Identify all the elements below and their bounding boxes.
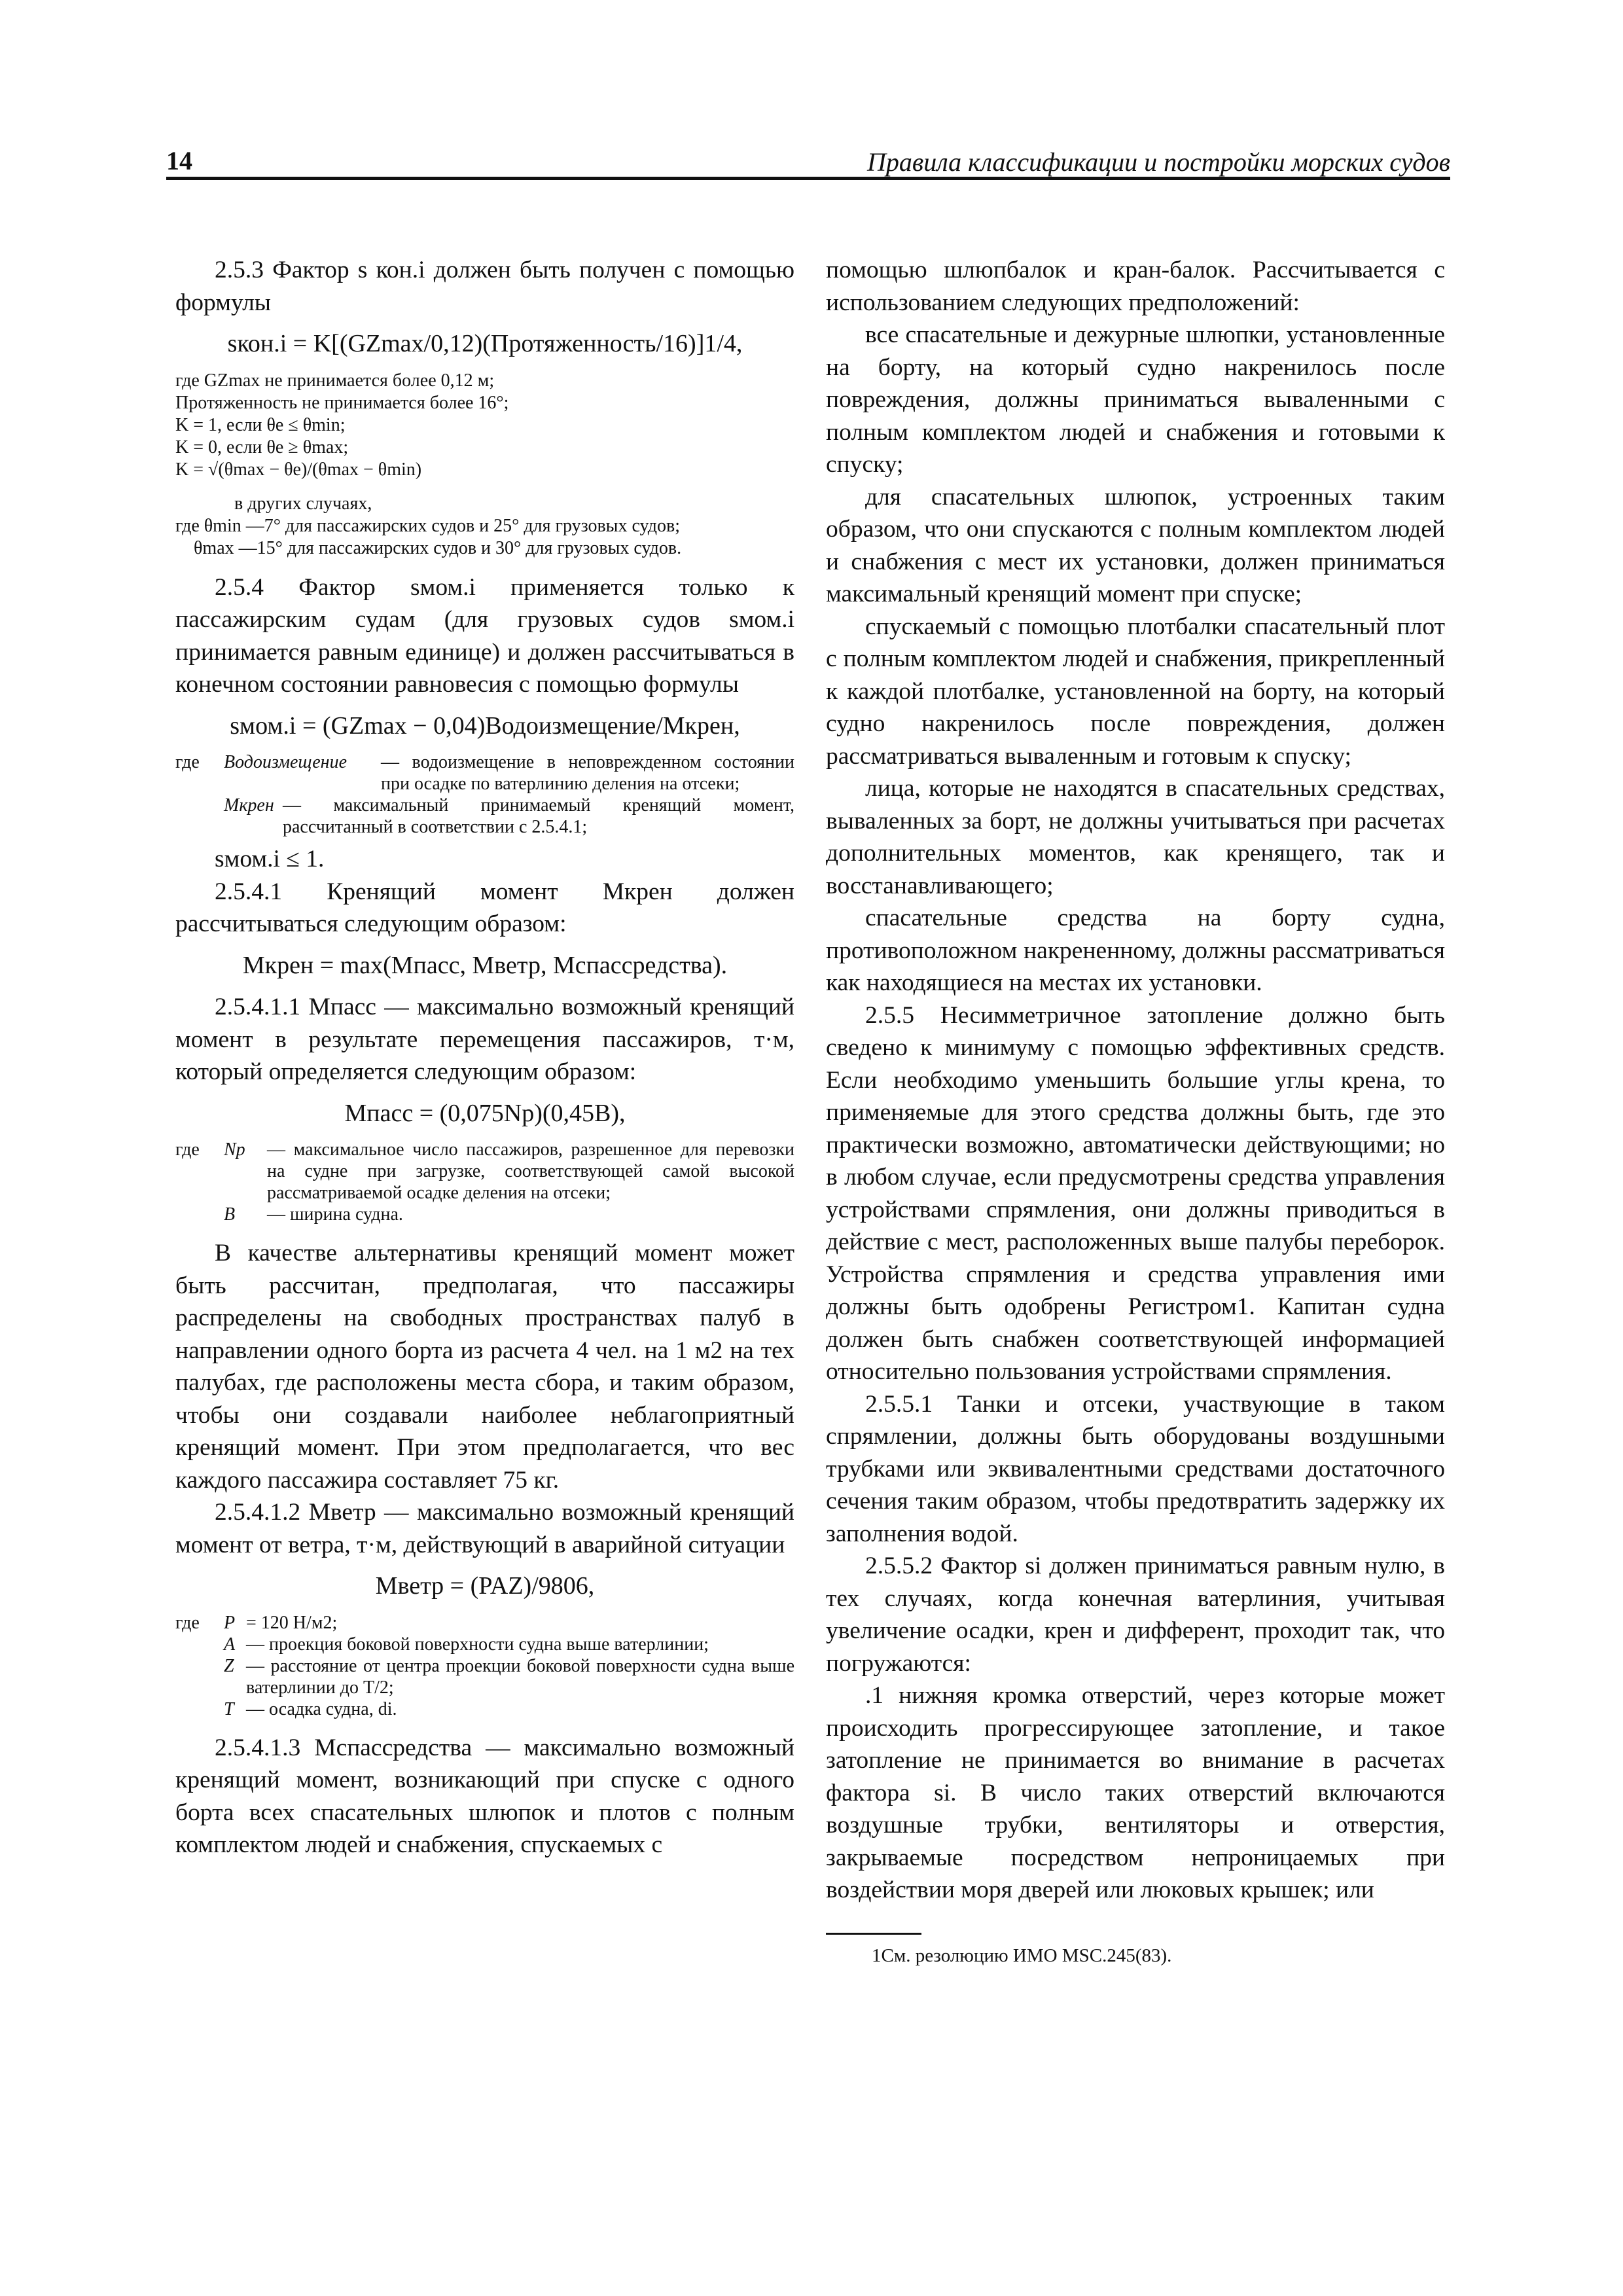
paragraph-2-5-4-1: 2.5.4.1 Кренящий момент Mкрен должен рассчитываться следующим образом: bbox=[175, 878, 794, 937]
definition-row: где Водоизмещение — водоизмещение в неповрежденном состоянии при осадке по ватерлинию деления на отсеки; bbox=[175, 752, 794, 794]
definition-row: A — проекция боковой поверхности судна выше ватерлинии; bbox=[224, 1634, 709, 1655]
paragraph-2-5-4-1-1: 2.5.4.1.1 Mпасс — максимально возможный кренящий момент в результате перемещения пассажиров, т·м, который определяется следующим образом: bbox=[175, 994, 794, 1085]
definition-list bbox=[175, 1139, 794, 1225]
assumption-item: для спасательных шлюпок, устроенных таким образом, что они спускаются с полным комплектом людей и снабжения с мест их установки, должен приниматься максимальный кренящий момент при спуске; bbox=[826, 483, 1445, 607]
definition-row: где P = 120 Н/м2; bbox=[175, 1612, 338, 1633]
right-column bbox=[826, 254, 1445, 1967]
formula-m-wind: Mветр = (PAZ)/9806, bbox=[375, 1572, 595, 1600]
assumption-item: спускаемый с помощью плотбалки спасательный плот с полным комплектом людей и снабжения, прикрепленный к каждой плотбалке, установленной на борту, на который судно накренилось после повреждения, должен рассматриваться вываленным и готовым к спуску; bbox=[826, 613, 1445, 770]
paragraph-2-5-4: 2.5.4 Фактор sмом.i применяется только к пассажирским судам (для грузовых судов sмом.i принимается равным единице) и должен рассчитываться в конечном состоянии равновесия с помощью формулы bbox=[175, 573, 794, 698]
paragraph-2-5-4-1-3: 2.5.4.1.3 Mспассредства — максимально возможный кренящий момент, возникающий при спуске с одного борта всех спасательных шлюпок и плотов с полным комплектом людей и снабжения, спускаемых с bbox=[175, 1734, 794, 1858]
paragraph-2-5-4-1-2: 2.5.4.1.2 Mветр — максимально возможный кренящий момент от ветра, т·м, действующий в аварийной ситуации bbox=[175, 1499, 794, 1558]
page-header bbox=[166, 145, 1450, 177]
paragraph-continuation: помощью шлюпбалок и кран-балок. Рассчитывается с использованием следующих предположений: bbox=[826, 257, 1445, 316]
paragraph-alternative: В качестве альтернативы кренящий момент может быть рассчитан, предполагая, что пассажиры распределены на свободных пространствах палуб в направлении одного борта из расчета 4 чел. на 1 м2 на тех палубах, где расположены места сбора, и таким образом, чтобы они создавали наиболее неблагоприятный кренящий момент. При этом предполагается, что вес каждого пассажира составляет 75 кг. bbox=[175, 1240, 794, 1494]
paragraph-2-5-5: 2.5.5 Несимметричное затопление должно быть сведено к минимуму с помощью эффективных средств. Если необходимо уменьшить большие углы крена, то применяемые для этого средства должны быть, где это практически возможно, автоматически действующими; но в любом случае, если предусмотрены средства управления устройствами спрямления, они должны приводиться в действие с мест, расположенных выше палубы переборок. Устройства спрямления и средства управления ими должны быть одобрены Регистром1. Капитан судна должен быть снабжен соответствующей информацией относительно пользования устройствами спрямления. bbox=[826, 1001, 1445, 1385]
paragraph-2-5-3: 2.5.3 Фактор s кон.i должен быть получен с помощью формулы bbox=[175, 257, 794, 316]
page-number: 14 bbox=[166, 146, 192, 175]
note-line: в других случаях, bbox=[234, 493, 372, 514]
assumption-item: лица, которые не находятся в спасательных средствах, вываленных за борт, не должны учитываться при расчетах дополнительных моментов, как кренящего, так и восстанавливающего; bbox=[826, 775, 1445, 899]
left-column bbox=[175, 254, 794, 1861]
definition-row: Mкрен — максимальный принимаемый кренящий момент, рассчитанный в соответствии с 2.5.4.1; bbox=[224, 795, 794, 837]
formula-s-mom-limit: sмом.i ≤ 1. bbox=[215, 846, 325, 872]
note-line: где GZmax не принимается более 0,12 м; bbox=[175, 370, 495, 391]
paragraph-2-5-5-1: 2.5.5.1 Танки и отсеки, участвующие в таком спрямлении, должны быть оборудованы воздушными трубками или эквивалентными средствами достаточного сечения таким образом, чтобы предотвратить задержку их заполнения водой. bbox=[826, 1390, 1445, 1547]
assumption-item: спасательные средства на борту судна, противоположном накрененному, должны рассматриваться как находящиеся на местах их установки. bbox=[826, 905, 1445, 996]
formula-m-kren: Mкрен = max(Mпасс, Mветр, Mспассредства). bbox=[242, 951, 728, 979]
running-title: Правила классификации и постройки морских судов bbox=[866, 147, 1450, 177]
note-line: K = 1, если θe ≤ θmin; bbox=[175, 414, 346, 435]
list-item-1: .1 нижняя кромка отверстий, через которые может происходить прогрессирующее затопление, и такое затопление не принимается во внимание в расчетах фактора si. В число таких отверстий включаются воздушные трубки, вентиляторы и отверстия, закрываемые посредством непроницаемых при воздействии моря дверей или люковых крышек; или bbox=[826, 1682, 1445, 1903]
note-line: где θmin —7° для пассажирских судов и 25° для грузовых судов; bbox=[175, 515, 681, 536]
formula-m-pass: Mпасс = (0,075Np)(0,45B), bbox=[344, 1099, 626, 1127]
formula-notes bbox=[175, 370, 794, 560]
definition-row: Z — расстояние от центра проекции боковой поверхности судна выше ватерлинии до T/2; bbox=[224, 1655, 794, 1698]
definition-list bbox=[175, 1612, 794, 1720]
header-rule bbox=[166, 177, 1450, 180]
footnote: 1См. резолюцию ИМО MSC.245(83). bbox=[872, 1945, 1172, 1966]
formula-s-kon: sкон.i = K[(GZmax/0,12)(Протяженность/16)]1/4, bbox=[227, 330, 743, 357]
definition-row: T — осадка судна, di. bbox=[224, 1698, 397, 1719]
definition-list bbox=[175, 751, 794, 838]
note-line: θmax —15° для пассажирских судов и 30° для грузовых судов. bbox=[194, 537, 682, 558]
definition-row: где Np — максимальное число пассажиров, разрешенное для перевозки на судне при загрузке, соответствующей самой высокой рассматриваемой осадке деления на отсеки; bbox=[175, 1139, 794, 1203]
note-line: K = 0, если θe ≥ θmax; bbox=[175, 437, 349, 457]
definition-row: B — ширина судна. bbox=[224, 1204, 403, 1225]
paragraph-2-5-5-2: 2.5.5.2 Фактор si должен приниматься равным нулю, в тех случаях, когда конечная ватерлиния, учитывая увеличение осадки, крен и дифферент, проходит так, что погружаются: bbox=[826, 1552, 1445, 1677]
note-line: K = √(θmax − θe)/(θmax − θmin) bbox=[175, 459, 422, 480]
assumption-item: все спасательные и дежурные шлюпки, установленные на борту, на который судно накренилось после повреждения, должны приниматься вываленными с полным комплектом людей и снабжения и готовыми к спуску; bbox=[826, 321, 1445, 478]
note-line: Протяженность не принимается более 16°; bbox=[175, 392, 509, 413]
formula-s-mom: sмом.i = (GZmax − 0,04)Водоизмещение/Mкрен, bbox=[230, 711, 740, 740]
footnote-rule bbox=[826, 1933, 921, 1935]
